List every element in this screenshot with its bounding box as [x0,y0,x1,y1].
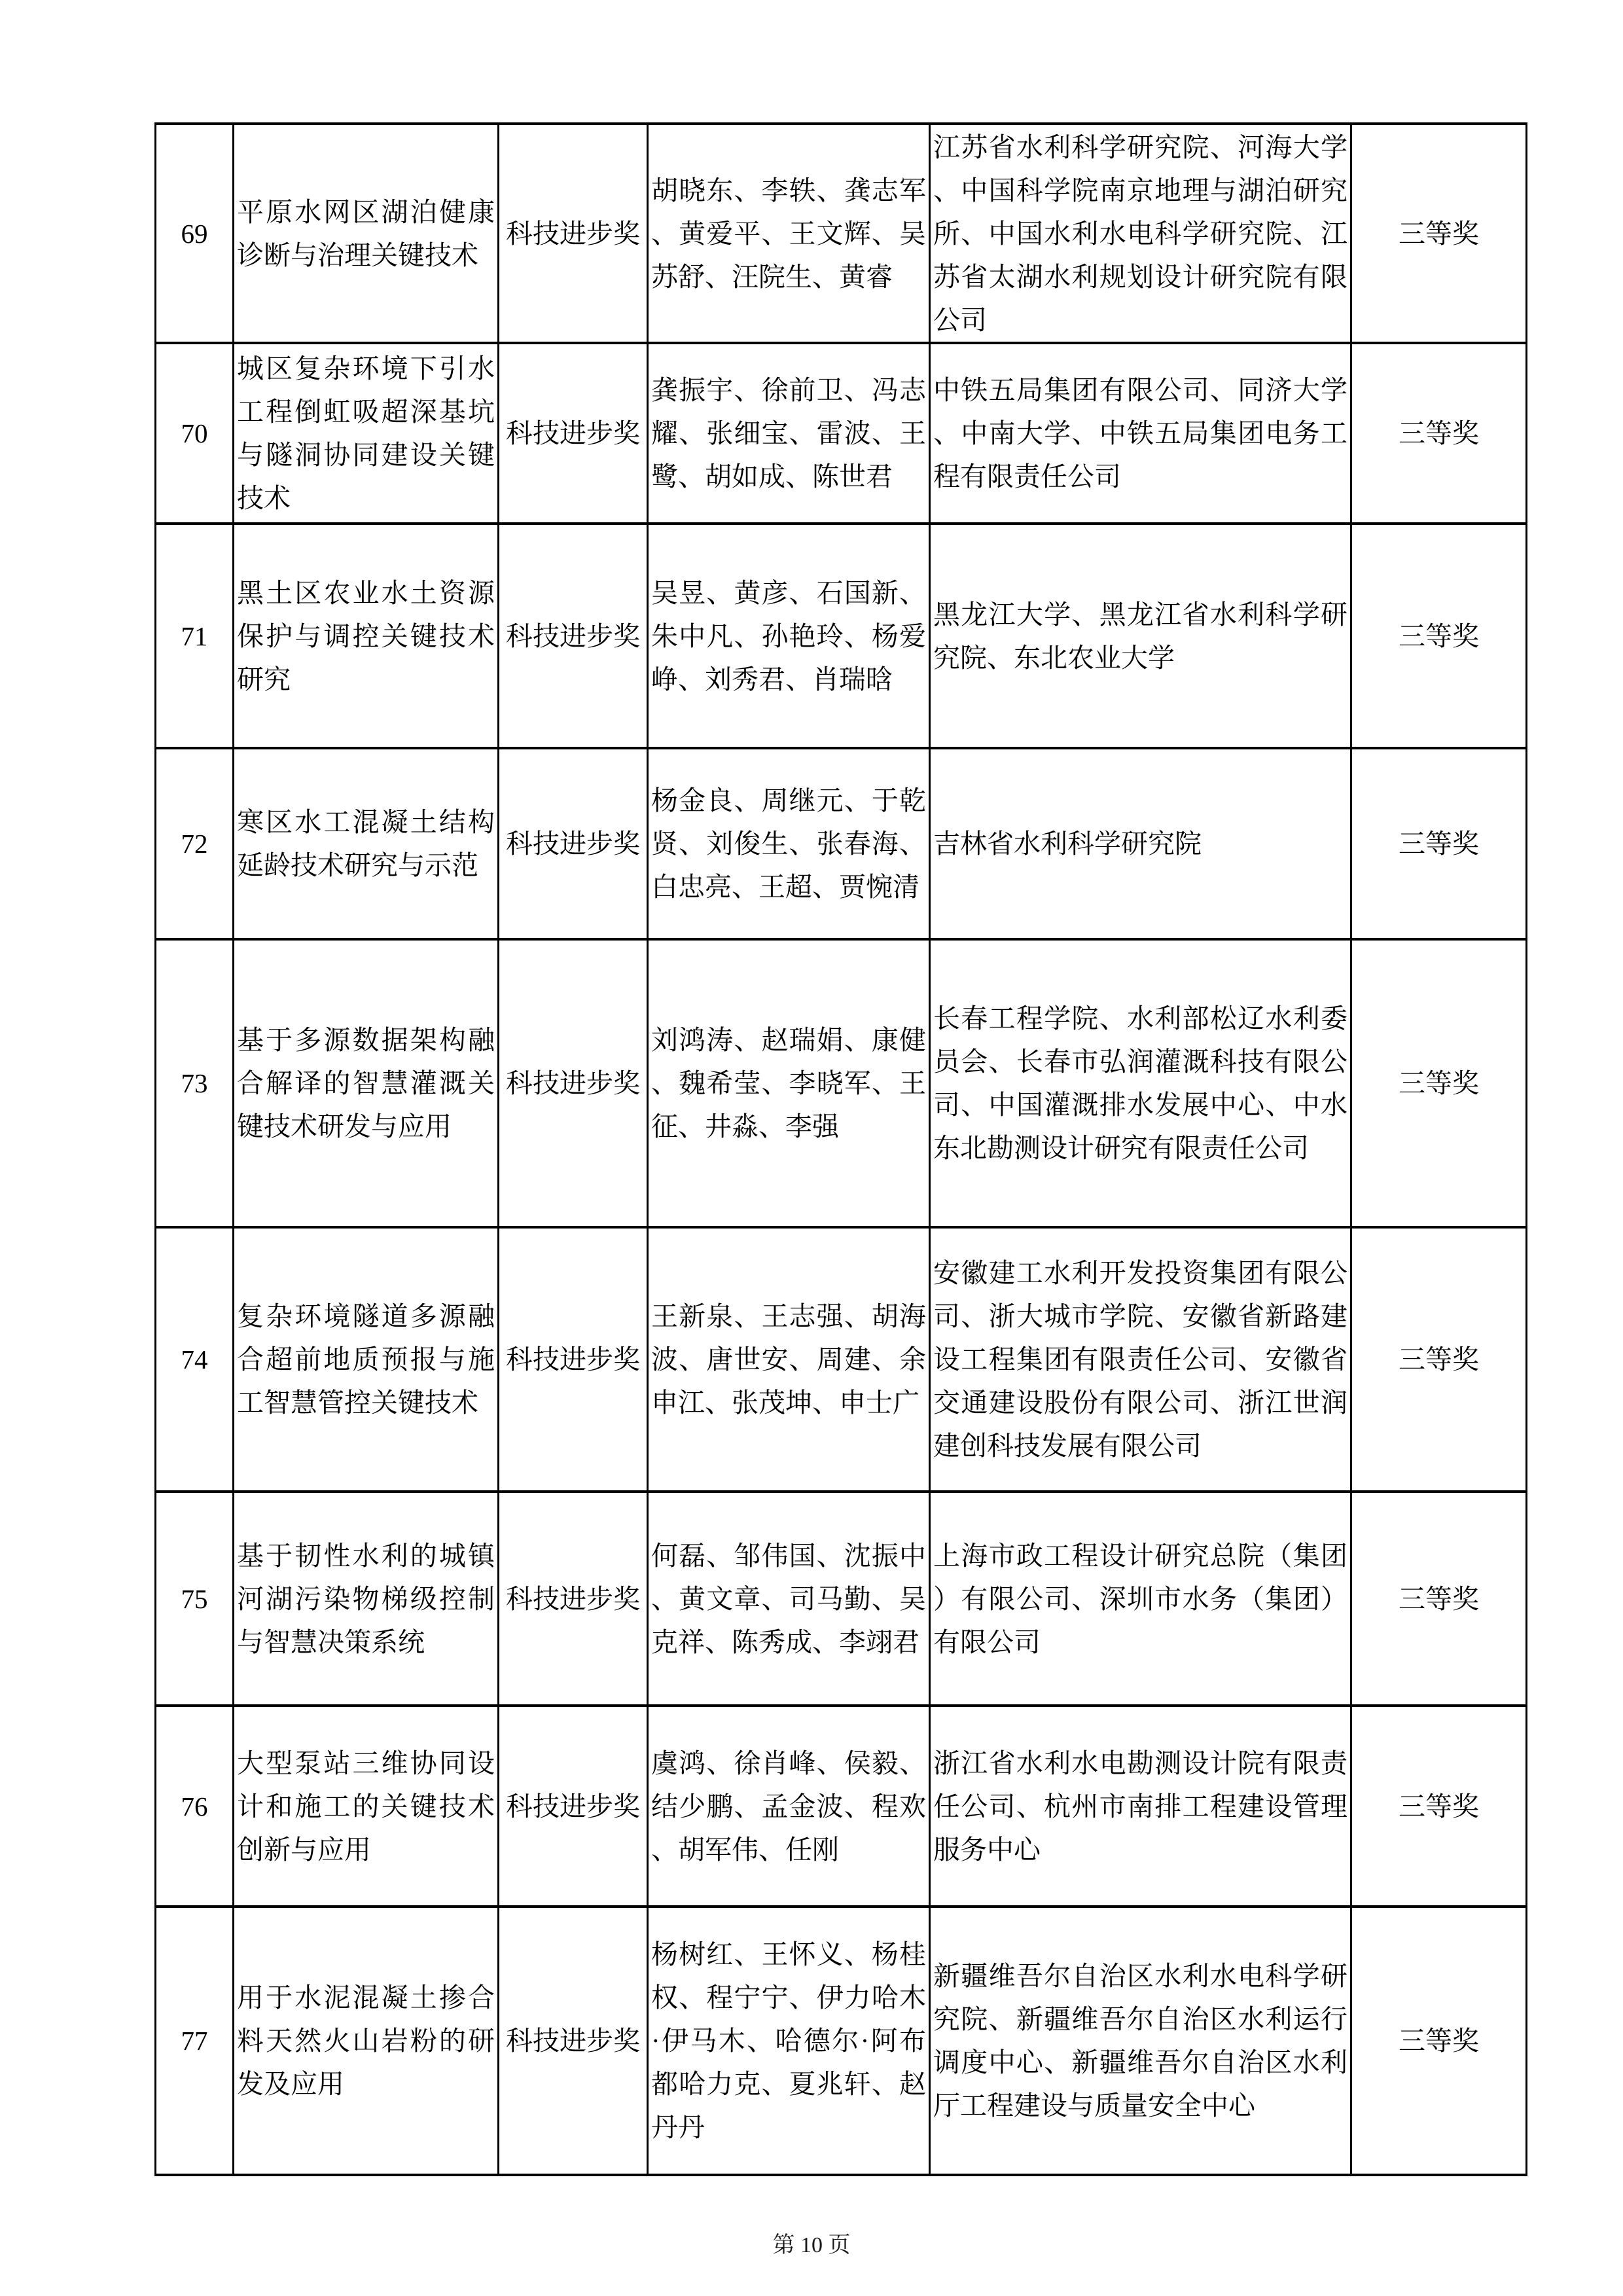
award-category: 科技进步奖 [499,939,648,1227]
awardees: 虞鸿、徐肖峰、侯毅、结少鹏、孟金波、程欢、胡军伟、任刚 [648,1706,930,1907]
organizations: 中铁五局集团有限公司、同济大学、中南大学、中铁五局集团电务工程有限责任公司 [930,343,1351,524]
awardees: 吴昱、黄彦、石国新、朱中凡、孙艳玲、杨爱峥、刘秀君、肖瑞晗 [648,524,930,748]
row-number: 71 [156,524,234,748]
awardees: 何磊、邹伟国、沈振中、黄文章、司马勤、吴克祥、陈秀成、李翊君 [648,1492,930,1706]
prize-level: 三等奖 [1351,939,1527,1227]
award-category: 科技进步奖 [499,343,648,524]
page-footer: 第 10 页 [772,2233,851,2257]
organizations: 长春工程学院、水利部松辽水利委员会、长春市弘润灌溉科技有限公司、中国灌溉排水发展中心、中水东北勘测设计研究有限责任公司 [930,939,1351,1227]
table-row [156,124,1527,343]
awardees: 杨金良、周继元、于乾贤、刘俊生、张春海、白忠亮、王超、贾惋清 [648,748,930,939]
prize-level: 三等奖 [1351,524,1527,748]
prize-level: 三等奖 [1351,1907,1527,2175]
organizations: 吉林省水利科学研究院 [930,748,1351,939]
prize-level: 三等奖 [1351,1706,1527,1907]
table-row [156,343,1527,524]
organizations: 上海市政工程设计研究总院（集团）有限公司、深圳市水务（集团）有限公司 [930,1492,1351,1706]
awardees: 王新泉、王志强、胡海波、唐世安、周建、余申江、张茂坤、申士广 [648,1227,930,1492]
table-row [156,748,1527,939]
row-number: 75 [156,1492,234,1706]
project-title: 寒区水工混凝土结构延龄技术研究与示范 [234,748,499,939]
award-category: 科技进步奖 [499,124,648,343]
project-title: 复杂环境隧道多源融合超前地质预报与施工智慧管控关键技术 [234,1227,499,1492]
organizations: 黑龙江大学、黑龙江省水利科学研究院、东北农业大学 [930,524,1351,748]
table-row [156,524,1527,748]
project-title: 平原水网区湖泊健康诊断与治理关键技术 [234,124,499,343]
organizations: 江苏省水利科学研究院、河海大学、中国科学院南京地理与湖泊研究所、中国水利水电科学研究院、江苏省太湖水利规划设计研究院有限公司 [930,124,1351,343]
row-number: 74 [156,1227,234,1492]
table-row [156,1706,1527,1907]
organizations: 安徽建工水利开发投资集团有限公司、浙大城市学院、安徽省新路建设工程集团有限责任公司、安徽省交通建设股份有限公司、浙江世润建创科技发展有限公司 [930,1227,1351,1492]
row-number: 76 [156,1706,234,1907]
project-title: 城区复杂环境下引水工程倒虹吸超深基坑与隧洞协同建设关键技术 [234,343,499,524]
row-number: 73 [156,939,234,1227]
awardees: 龚振宇、徐前卫、冯志耀、张细宝、雷波、王鹭、胡如成、陈世君 [648,343,930,524]
table-row [156,1227,1527,1492]
project-title: 大型泵站三维协同设计和施工的关键技术创新与应用 [234,1706,499,1907]
award-category: 科技进步奖 [499,524,648,748]
prize-level: 三等奖 [1351,748,1527,939]
awardees: 杨树红、王怀义、杨桂权、程宁宁、伊力哈木·伊马木、哈德尔·阿布都哈力克、夏兆轩、赵丹丹 [648,1907,930,2175]
row-number: 70 [156,343,234,524]
project-title: 基于多源数据架构融合解译的智慧灌溉关键技术研发与应用 [234,939,499,1227]
project-title: 黑土区农业水土资源保护与调控关键技术研究 [234,524,499,748]
prize-level: 三等奖 [1351,1227,1527,1492]
awardees: 刘鸿涛、赵瑞娟、康健、魏希莹、李晓军、王征、井淼、李强 [648,939,930,1227]
prize-level: 三等奖 [1351,124,1527,343]
awardees: 胡晓东、李轶、龚志军、黄爱平、王文辉、吴苏舒、汪院生、黄睿 [648,124,930,343]
table-row [156,1907,1527,2175]
award-category: 科技进步奖 [499,1492,648,1706]
table-row [156,1492,1527,1706]
prize-level: 三等奖 [1351,1492,1527,1706]
award-category: 科技进步奖 [499,1227,648,1492]
row-number: 77 [156,1907,234,2175]
table-row [156,939,1527,1227]
organizations: 浙江省水利水电勘测设计院有限责任公司、杭州市南排工程建设管理服务中心 [930,1706,1351,1907]
award-category: 科技进步奖 [499,1706,648,1907]
award-category: 科技进步奖 [499,1907,648,2175]
project-title: 基于韧性水利的城镇河湖污染物梯级控制与智慧决策系统 [234,1492,499,1706]
row-number: 72 [156,748,234,939]
award-category: 科技进步奖 [499,748,648,939]
award-list-table [154,122,1527,2176]
prize-level: 三等奖 [1351,343,1527,524]
project-title: 用于水泥混凝土掺合料天然火山岩粉的研发及应用 [234,1907,499,2175]
organizations: 新疆维吾尔自治区水利水电科学研究院、新疆维吾尔自治区水利运行调度中心、新疆维吾尔自治区水利厅工程建设与质量安全中心 [930,1907,1351,2175]
row-number: 69 [156,124,234,343]
